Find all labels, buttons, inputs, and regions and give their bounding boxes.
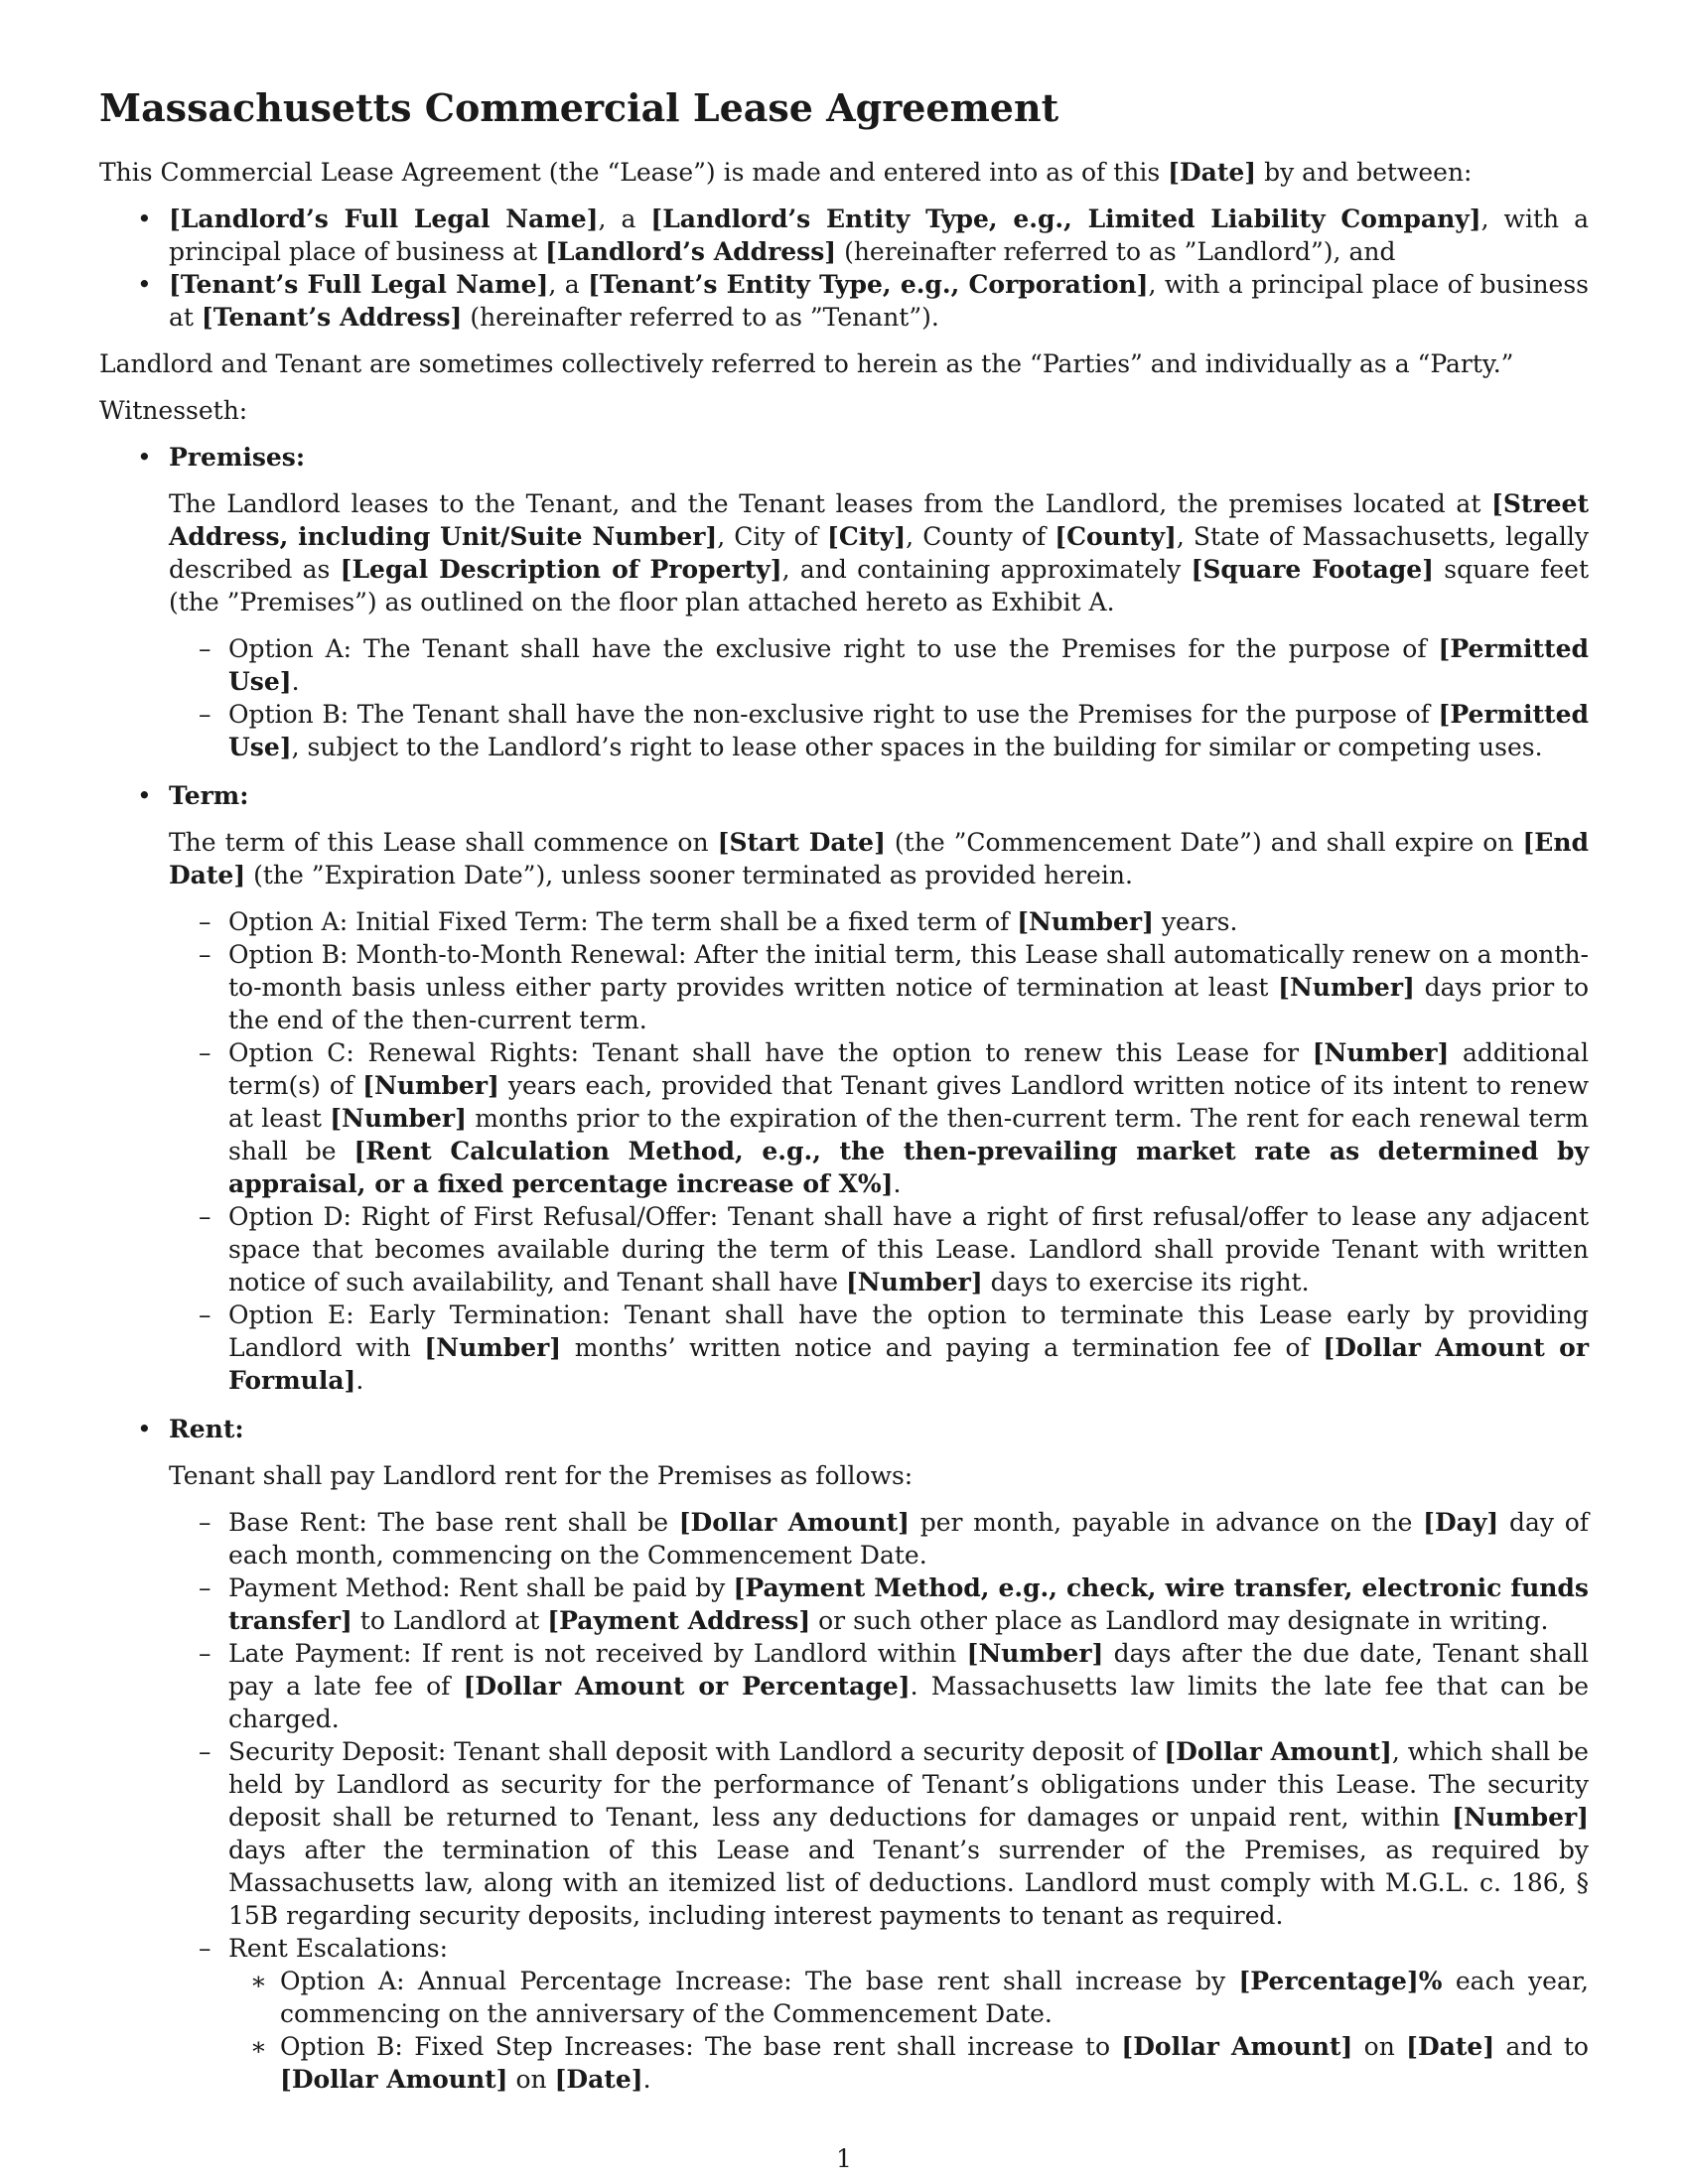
placeholder-field: [City] [827,522,907,551]
placeholder-field: [County] [1055,522,1177,551]
option-item: – Option B: The Tenant shall have the non-exclusive right to use the Premises for the purpose of [Permitted Use], subject to the Landlord’s right to lease other spaces in the building for similar or competing uses. [169,698,1589,763]
placeholder-field: [Permitted Use] [228,700,1589,761]
option-item: – Option E: Early Termination: Tenant shall have the option to terminate this Lease early by providing Landlord with [Number] months’ written notice and paying a termination fee of [Dollar Amount or Formula]. [169,1298,1589,1397]
placeholder-field: [Permitted Use] [228,634,1589,696]
option-list [169,632,1589,763]
placeholder-field: [Payment Method, e.g., check, wire transfer, electronic funds transfer] [228,1573,1589,1635]
section-premises [99,441,1589,763]
placeholder-field: [Square Footage] [1191,555,1435,584]
placeholder-field: [Tenant’s Address] [201,303,463,332]
placeholder-field: [Legal Description of Property] [340,555,782,584]
option-list [169,1506,1589,2096]
document-title: Massachusetts Commercial Lease Agreement [99,85,1059,130]
section-heading: • Rent: [169,1415,244,1443]
parties-list [99,203,1589,334]
placeholder-field: [Date] [554,2065,643,2094]
collective-paragraph: Landlord and Tenant are sometimes collectively referred to herein as the “Parties” and individually as a “Party.” [99,349,1514,378]
placeholder-field: [Date] [1168,158,1257,187]
placeholder-field: [Number] [845,1268,983,1297]
placeholder-field: [Number] [1312,1038,1450,1067]
section-body: The Landlord leases to the Tenant, and the Tenant leases from the Landlord, the premises located at [Street Address, including Unit/Suite Number], City of [City], County of [County], State of Massachusetts, legally described as [Legal Description of Property], and containing approximately [Square Footage] square feet (the ”Premises”) as outlined on the floor plan attached hereto as Exhibit A. [169,489,1589,616]
party-tenant: • [Tenant’s Full Legal Name], a [Tenant’s Entity Type, e.g., Corporation], with a principal place of business at [Tenant’s Address] (hereinafter referred to as ”Tenant”). [99,268,1589,334]
section-heading: • Term: [169,781,249,810]
option-item: – Option C: Renewal Rights: Tenant shall have the option to renew this Lease for [Number] additional term(s) of [Number] years each, provided that Tenant gives Landlord written notice of its intent to renew at least [Number] months prior to the expiration of the then-current term. The rent for each renewal term shall be [Rent Calculation Method, e.g., the then-prevailing market rate as determined by appraisal, or a fixed percentage increase of X%]. [169,1036,1589,1200]
option-item: – Option D: Right of First Refusal/Offer: Tenant shall have a right of first refusal/offer to lease any adjacent space that becomes available during the term of this Lease. Landlord shall provide Tenant with written notice of such availability, and Tenant shall have [Number] days to exercise its right. [169,1200,1589,1298]
placeholder-field: [Rent Calculation Method, e.g., the then-prevailing market rate as determined by appraisal, or a fixed percentage increase of X%] [228,1137,1589,1198]
option-item: – Base Rent: The base rent shall be [Dollar Amount] per month, payable in advance on the [Day] day of each month, commencing on the Commencement Date. [169,1506,1589,1571]
section-rent [99,1413,1589,2096]
placeholder-field: [Start Date] [717,828,886,857]
placeholder-field: [Dollar Amount] [678,1508,910,1537]
placeholder-field: [Number] [424,1333,562,1362]
placeholder-field: [Day] [1423,1508,1499,1537]
option-item: – Option A: The Tenant shall have the exclusive right to use the Premises for the purpose of [Permitted Use]. [169,632,1589,698]
sections-list [99,441,1589,2096]
placeholder-field: [Tenant’s Full Legal Name] [169,270,549,299]
placeholder-field: [Dollar Amount] [1121,2032,1353,2061]
placeholder-field: [Number] [1452,1803,1589,1832]
option-item: – Payment Method: Rent shall be paid by [Payment Method, e.g., check, wire transfer, electronic funds transfer] to Landlord at [Payment Address] or such other place as Landlord may designate in writing. [169,1571,1589,1637]
placeholder-field: [Landlord’s Full Legal Name] [169,205,599,233]
placeholder-field: [Street Address, including Unit/Suite Number] [169,489,1589,551]
placeholder-field: [Tenant’s Entity Type, e.g., Corporation] [588,270,1149,299]
section-heading: • Premises: [169,443,306,472]
option-item: – Late Payment: If rent is not received by Landlord within [Number] days after the due date, Tenant shall pay a late fee of [Dollar Amount or Percentage]. Massachusetts law limits the late fee that can be charged. [169,1637,1589,1735]
witnesseth-label: Witnesseth: [99,396,248,425]
placeholder-field: [Landlord’s Address] [545,237,837,266]
option-list [169,905,1589,1397]
placeholder-field: [Dollar Amount or Percentage] [463,1672,911,1701]
sub-option-item: ∗ Option A: Annual Percentage Increase: The base rent shall increase by [Percentage]% each year, commencing on the anniversary of the Commencement Date. [228,1965,1589,2030]
placeholder-field: [Dollar Amount or Formula] [228,1333,1589,1395]
placeholder-field: [Dollar Amount] [1164,1737,1392,1766]
placeholder-field: [Number] [1017,907,1154,936]
placeholder-field: [Date] [1406,2032,1495,2061]
option-item: – Option A: Initial Fixed Term: The term shall be a fixed term of [Number] years. [169,905,1589,938]
document-page [99,84,1589,2112]
placeholder-field: [Number] [362,1071,499,1100]
intro-paragraph: This Commercial Lease Agreement (the “Lease”) is made and entered into as of this [Date] by and between: [99,158,1473,187]
party-landlord: • [Landlord’s Full Legal Name], a [Landlord’s Entity Type, e.g., Limited Liability Company], with a principal place of business at [Landlord’s Address] (hereinafter referred to as ”Landlord”), and [99,203,1589,268]
option-item: – Rent Escalations: ∗ Option A: Annual Percentage Increase: The base rent shall increase by [Percentage]% each year, commencing on the anniversary of the Commencement Date. ∗ Option B: Fixed Step Increases: The base rent shall increase to [Dollar Amount] on [Date] and to [Dollar Amount] on [Date]. [169,1932,1589,2096]
page-number: 1 [836,2144,852,2173]
sub-option-item: ∗ Option B: Fixed Step Increases: The base rent shall increase to [Dollar Amount] on [Date] and to [Dollar Amount] on [Date]. [228,2030,1589,2096]
placeholder-field: [End Date] [169,828,1590,889]
option-item: – Option B: Month-to-Month Renewal: After the initial term, this Lease shall automatically renew on a month-to-month basis unless either party provides written notice of termination at least [Number] days prior to the end of the then-current term. [169,938,1589,1036]
option-item: – Security Deposit: Tenant shall deposit with Landlord a security deposit of [Dollar Amount], which shall be held by Landlord as security for the performance of Tenant’s obligations under this Lease. The security deposit shall be returned to Tenant, less any deductions for damages or unpaid rent, within [Number] days after the termination of this Lease and Tenant’s surrender of the Premises, as required by Massachusetts law, along with an itemized list of deductions. Landlord must comply with M.G.L. c. 186, § 15B regarding security deposits, including interest payments to tenant as required. [169,1735,1589,1932]
placeholder-field: [Number] [966,1639,1104,1668]
placeholder-field: [Number] [330,1104,467,1133]
section-body: Tenant shall pay Landlord rent for the Premises as follows: [169,1461,914,1490]
placeholder-field: [Payment Address] [547,1606,811,1635]
section-body: The term of this Lease shall commence on [Start Date] (the ”Commencement Date”) and shall expire on [End Date] (the ”Expiration Date”), unless sooner terminated as provided herein. [169,828,1590,889]
placeholder-field: [Percentage]% [1238,1967,1443,1995]
placeholder-field: [Number] [1278,973,1415,1002]
placeholder-field: [Landlord’s Entity Type, e.g., Limited Liability Company] [650,205,1481,233]
sub-option-list [228,1965,1589,2096]
section-term [99,779,1589,1397]
placeholder-field: [Dollar Amount] [280,2065,508,2094]
